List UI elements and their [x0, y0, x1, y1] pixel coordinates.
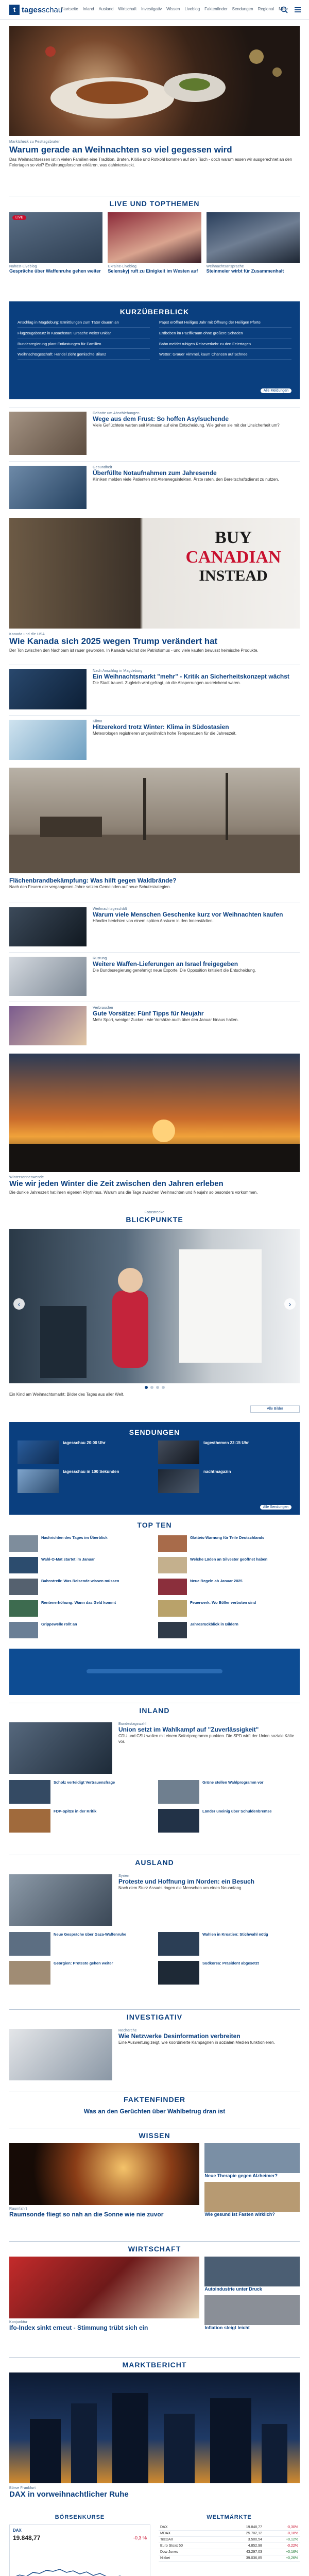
news-kicker: Verbraucher	[93, 1006, 114, 1010]
wirtschaft-side	[204, 2257, 300, 2332]
inland-item-thumb	[158, 1809, 199, 1833]
news-teaser: Viele Geflüchtete warten seit Monaten auf eine Entscheidung. Wie gehen sie mit der Unsicherheit um?	[93, 423, 280, 428]
fire-image[interactable]	[9, 768, 300, 873]
market-row[interactable]	[159, 2543, 300, 2549]
section-title-markt: MARKTBERICHT	[122, 2361, 187, 2369]
market-row[interactable]	[159, 2537, 300, 2543]
sendungen-more-button[interactable]: Alle Sendungen	[260, 1505, 291, 1510]
wirtschaft-grid	[9, 2257, 300, 2332]
markets-table	[159, 2524, 300, 2562]
sunset-title[interactable]: Wie wir jeden Winter die Zeit zwischen den Jahren erleben	[9, 1179, 224, 1188]
sign-line: BUY	[215, 528, 252, 547]
news-row[interactable]	[9, 715, 300, 764]
wirtschaft-item-image	[204, 2295, 300, 2325]
market-change: -0,22%	[264, 2543, 300, 2549]
brief-list	[18, 320, 291, 360]
blick-next-button[interactable]: ›	[284, 1298, 296, 1310]
blick-kicker: Fotostrecke	[144, 1211, 165, 1214]
topten-thumb	[158, 1535, 187, 1552]
topten-item[interactable]	[158, 1579, 300, 1596]
carousel-dot[interactable]	[156, 1386, 159, 1389]
sendungen-grid	[18, 1440, 291, 1493]
topten-item[interactable]	[158, 1600, 300, 1618]
wirtschaft-lead-title: Ifo-Index sinkt erneut - Stimmung trübt sich ein	[9, 2324, 148, 2331]
topten-title: Wahl-O-Mat startet im Januar	[41, 1557, 95, 1562]
news-thumb	[9, 669, 87, 709]
nav-item[interactable]: Inland	[82, 7, 94, 11]
topten-title: Feuerwerk: Wo Böller verboten sind	[190, 1600, 256, 1605]
market-name: TecDAX	[159, 2537, 219, 2543]
topten-title: Neue Regeln ab Januar 2025	[190, 1579, 243, 1583]
news-row[interactable]	[9, 665, 300, 714]
topten-thumb	[9, 1600, 38, 1617]
topten-thumb	[9, 1622, 38, 1638]
wissen-grid	[9, 2143, 300, 2218]
news-kicker: Gesundheit	[93, 466, 112, 469]
ausland-small-list	[9, 1932, 300, 1986]
topten-thumb	[9, 1557, 38, 1573]
topten-title: Bahnstreik: Was Reisende wissen müssen	[41, 1579, 119, 1583]
market-change: +0,16%	[264, 2549, 300, 2555]
wissen-lead-kicker: Raumfahrt	[9, 2207, 27, 2211]
search-icon[interactable]	[280, 6, 288, 14]
nav-item[interactable]: Startseite	[61, 7, 78, 11]
topten-thumb	[158, 1557, 187, 1573]
investigativ-kicker: Recherche	[118, 2029, 137, 2032]
inland-lead-title: Union setzt im Wahlkampf auf "Zuverlässigkeit"	[118, 1726, 259, 1733]
wissen-item[interactable]	[204, 2143, 300, 2179]
dax-value: 19.848,77	[13, 2534, 41, 2541]
top-card-title: Steinmeier wirbt für Zusammenhalt	[206, 268, 284, 274]
topten-thumb	[158, 1600, 187, 1617]
sunset-teaser: Die dunkle Jahreszeit hat ihren eigenen Rhythmus. Warum uns die Tage zwischen Weihnachten und Neujahr so besonders vorkommen.	[9, 1190, 258, 1195]
ausland-lead-teaser: Nach dem Sturz Assads ringen die Menschen um einen Neuanfang.	[118, 1886, 243, 1890]
brief-box	[9, 301, 300, 399]
market-value: 4.852,98	[219, 2543, 264, 2549]
section-title-top: LIVE UND TOPTHEMEN	[109, 199, 200, 208]
feature-sign	[179, 528, 287, 585]
boerse-widget	[9, 2514, 150, 2576]
topten-thumb	[9, 1579, 38, 1595]
hero-kicker: Marktcheck zu Festtagsbraten	[9, 140, 61, 144]
top-card-kicker: Nahost-Liveblog	[9, 265, 37, 268]
sunset-kicker: Wintersonnenwende	[9, 1176, 44, 1179]
divider	[9, 2241, 300, 2242]
news-row[interactable]	[9, 461, 300, 513]
inland-item-title: Länder uneinig über Schuldenbremse	[202, 1809, 272, 1814]
nav-item[interactable]: Investigativ	[141, 7, 162, 11]
blick-image-scene	[9, 1229, 300, 1383]
dax-sparkline	[13, 2547, 148, 2576]
news-kicker: Debatte um Abschiebungen	[93, 412, 140, 415]
news-title: Hitzerekord trotz Winter: Klima in Südostasien	[93, 723, 229, 731]
wirtschaft-item-image	[204, 2257, 300, 2286]
topten-item[interactable]	[9, 1535, 151, 1553]
nav-item[interactable]: Regional	[258, 7, 274, 11]
top-card[interactable]	[207, 212, 300, 274]
news-teaser: Kliniken melden viele Patienten mit Atemwegsinfekten. Ärzte raten, den Bereitschaftsdienst zu nutzen.	[93, 477, 279, 482]
market-value: 43.297,03	[219, 2549, 264, 2555]
market-value: 39.036,85	[219, 2555, 264, 2562]
nav-item[interactable]: Faktenfinder	[204, 7, 228, 11]
topten-title: Jahresrückblick in Bildern	[190, 1622, 238, 1626]
hero-image[interactable]	[9, 26, 300, 136]
news-title: Warum viele Menschen Geschenke kurz vor Weihnachten kaufen	[93, 911, 283, 918]
news-thumb	[9, 907, 87, 946]
news-title: Gute Vorsätze: Fünf Tipps für Neujahr	[93, 1010, 204, 1017]
inland-item[interactable]	[9, 1780, 151, 1805]
section-title-inland: INLAND	[139, 1706, 170, 1715]
inland-item[interactable]	[9, 1809, 151, 1834]
hero-image-scene	[9, 26, 300, 136]
inland-lead[interactable]	[9, 1718, 300, 1775]
nav-item[interactable]: Wissen	[166, 7, 180, 11]
inland-item-thumb	[9, 1809, 50, 1833]
news-kicker: Nach Anschlag in Magdeburg	[93, 669, 143, 673]
market-change: +0,12%	[264, 2537, 300, 2543]
market-change: -0,18%	[264, 2531, 300, 2537]
market-row[interactable]	[159, 2549, 300, 2555]
welt-title: WELTMÄRKTE	[207, 2514, 252, 2520]
top-card-kicker: Weihnachtsansprache	[206, 265, 244, 268]
brief-item[interactable]: Anschlag in Magdeburg: Ermittlungen zum Täter dauern an	[18, 320, 150, 328]
sunset-image[interactable]	[9, 1054, 300, 1172]
section-title-wirtschaft: WIRTSCHAFT	[128, 2245, 181, 2253]
markt-kicker: Börse Frankfurt	[9, 2486, 36, 2490]
news-teaser: Mehr Sport, weniger Zucker - wie Vorsätze auch über den Januar hinaus halten.	[93, 1018, 239, 1022]
blick-more-button[interactable]: Alle Bilder	[250, 1405, 300, 1413]
sendung-item[interactable]	[158, 1469, 291, 1493]
inland-lead-teaser: CDU und CSU wollen mit einem Sofortprogramm punkten. Die SPD wirft der Union soziale Kälte vor.	[118, 1734, 295, 1744]
site-logo[interactable]	[9, 5, 62, 15]
site-header	[0, 0, 309, 20]
investigativ-title: Wie Netzwerke Desinformation verbreiten	[118, 2032, 241, 2040]
news-teaser: Die Bundesregierung genehmigt neue Exporte. Die Opposition kritisiert die Entscheidung.	[93, 968, 256, 973]
carousel-dot[interactable]	[150, 1386, 153, 1389]
wissen-side	[204, 2143, 300, 2218]
sendung-thumb	[18, 1469, 59, 1493]
dax-box[interactable]	[9, 2524, 150, 2576]
section-title-wissen: WISSEN	[139, 2131, 170, 2140]
brief-more-button[interactable]: Alle Meldungen	[261, 388, 291, 393]
topten-title: Rentenerhöhung: Wann das Geld kommt	[41, 1600, 116, 1605]
sunset-image-scene	[9, 1054, 300, 1172]
nav-item[interactable]: Sendungen	[232, 7, 253, 11]
top-card-image	[108, 212, 201, 263]
market-row[interactable]	[159, 2531, 300, 2537]
sendung-item[interactable]	[18, 1469, 151, 1493]
inland-lead-kicker: Bundestagswahl	[118, 1722, 147, 1726]
dax-label: DAX	[13, 2528, 22, 2533]
wirtschaft-lead-kicker: Konjunktur	[9, 2320, 28, 2324]
topten-item[interactable]	[9, 1557, 151, 1574]
news-row[interactable]	[9, 407, 300, 459]
section-title-fakten: FAKTENFINDER	[123, 2095, 186, 2104]
sendung-thumb	[158, 1469, 199, 1493]
topten-title: Glatteis-Warnung für Teile Deutschlands	[190, 1535, 265, 1540]
topten-item[interactable]	[9, 1622, 151, 1639]
topten-title: Nachrichten des Tages im Überblick	[41, 1535, 108, 1540]
sendung-title: tagesthemen 22:15 Uhr	[203, 1440, 249, 1445]
wissen-item-title: Neue Therapie gegen Alzheimer?	[204, 2173, 278, 2178]
fire-image-scene	[9, 768, 300, 873]
market-name: MDAX	[159, 2531, 219, 2537]
wirtschaft-item[interactable]	[204, 2257, 300, 2292]
section-title-blick: BLICKPUNKTE	[126, 1215, 183, 1224]
blick-image[interactable]	[9, 1229, 300, 1383]
brief-item[interactable]: Bahn meldet ruhigen Reiseverkehr zu den Feiertagen	[159, 342, 291, 349]
section-title-topten: TOP TEN	[137, 1521, 172, 1529]
news-kicker: Klima	[93, 720, 102, 723]
top-card[interactable]	[9, 212, 102, 274]
markt-headline[interactable]: DAX in vorweihnachtlicher Ruhe	[9, 2490, 129, 2499]
brief-item[interactable]: Papst eröffnet Heiliges Jahr mit Öffnung der Heiligen Pforte	[159, 320, 291, 328]
live-badge: LIVE	[12, 215, 26, 220]
news-thumb	[9, 957, 87, 996]
news-title: Überfüllte Notaufnahmen zum Jahresende	[93, 469, 217, 477]
brief-item[interactable]: Erdbeben im Pazifikraum ohne größere Schäden	[159, 331, 291, 338]
topten-item[interactable]	[9, 1579, 151, 1596]
market-row[interactable]	[159, 2524, 300, 2531]
section-title-brief: KURZÜBERBLICK	[119, 308, 190, 316]
ausland-item[interactable]	[158, 1961, 300, 1986]
inland-item-title: FDP-Spitze in der Kritik	[54, 1809, 97, 1814]
market-name: Nikkei	[159, 2555, 219, 2562]
topten-thumb	[9, 1535, 38, 1552]
sendung-thumb	[18, 1440, 59, 1464]
brief-item[interactable]: Flugzeugabsturz in Kasachstan: Ursache weiter unklar	[18, 331, 150, 338]
top-grid	[9, 212, 300, 274]
news-thumb	[9, 412, 87, 455]
topten-item[interactable]	[158, 1622, 300, 1639]
nav-item[interactable]: Liveblog	[184, 7, 200, 11]
top-card-title: Gespräche über Waffenruhe gehen weiter	[9, 268, 101, 274]
ausland-item-thumb	[9, 1932, 50, 1956]
ausland-item-title: Südkorea: Präsident abgesetzt	[202, 1961, 259, 1965]
wirtschaft-lead-image	[9, 2257, 199, 2318]
brief-item[interactable]: Bundesregierung plant Entlastungen für Familien	[18, 342, 150, 349]
sign-line: CANADIAN	[185, 548, 281, 567]
markt-image-scene	[9, 2372, 300, 2483]
topten-item[interactable]	[158, 1557, 300, 1574]
inland-item[interactable]	[158, 1780, 300, 1805]
main-nav	[61, 7, 288, 11]
news-title: Ein Weihnachtsmarkt "mehr" - Kritik an Sicherheitskonzept wächst	[93, 673, 289, 680]
ausland-lead-thumb	[9, 1874, 112, 1926]
ausland-item[interactable]	[158, 1932, 300, 1957]
inland-item-title: Scholz verteidigt Vertrauensfrage	[54, 1780, 115, 1785]
sendung-thumb	[158, 1440, 199, 1464]
welt-widget	[159, 2514, 300, 2562]
nav-item[interactable]: Mehr	[279, 7, 288, 11]
sign-line: INSTEAD	[199, 567, 268, 584]
market-change: -0,30%	[264, 2524, 300, 2531]
market-value: 19.848,77	[219, 2524, 264, 2531]
brief-item[interactable]: Weihnachtsgeschäft: Handel zieht gemischte Bilanz	[18, 352, 150, 360]
menu-icon[interactable]	[294, 6, 302, 14]
carousel-dot[interactable]	[162, 1386, 165, 1389]
wirtschaft-item[interactable]	[204, 2295, 300, 2331]
inland-item-thumb	[9, 1780, 50, 1804]
market-name: DAX	[159, 2524, 219, 2531]
news-thumb	[9, 720, 87, 760]
investigativ-lead[interactable]	[9, 2025, 300, 2081]
header-tools	[280, 6, 302, 14]
market-row[interactable]	[159, 2555, 300, 2562]
news-row[interactable]	[9, 903, 300, 950]
news-row[interactable]	[9, 1002, 300, 1049]
inland-small-list	[9, 1780, 300, 1834]
promo-strip-bar	[87, 1669, 222, 1673]
brief-item[interactable]: Wetter: Grauer Himmel, kaum Chancen auf Schnee	[159, 352, 291, 360]
inland-lead-thumb	[9, 1722, 112, 1774]
feature-teaser: Der Ton zwischen den Nachbarn ist rauer geworden. In Kanada wächst der Patriotismus - und viele kaufen bewusst heimische Produkte.	[9, 648, 259, 653]
top-card-image	[207, 212, 300, 263]
wissen-lead-title: Raumsonde fliegt so nah an die Sonne wie nie zuvor	[9, 2211, 164, 2218]
top-card-title: Selenskyj ruft zu Einigkeit im Westen auf	[108, 268, 198, 274]
ausland-item-title: Wahlen in Kroatien: Stichwahl nötig	[202, 1932, 268, 1937]
wissen-item-image	[204, 2182, 300, 2212]
topten-item[interactable]	[9, 1600, 151, 1618]
wissen-lead-image	[9, 2143, 199, 2205]
section-title-sendungen: SENDUNGEN	[129, 1428, 180, 1436]
fire-teaser: Nach den Feuern der vergangenen Jahre setzen Gemeinden auf neue Schutzstrategien.	[9, 885, 171, 889]
logo-wordmark: tagesschau	[22, 5, 63, 14]
markt-image[interactable]	[9, 2372, 300, 2483]
news-title: Weitere Waffen-Lieferungen an Israel freigegeben	[93, 960, 238, 968]
topten-thumb	[158, 1579, 187, 1595]
feature-kicker: Kanada und die USA	[9, 633, 45, 636]
topten-item[interactable]	[158, 1535, 300, 1553]
inland-item[interactable]	[158, 1809, 300, 1834]
top-card-image	[9, 212, 102, 263]
topten-title: Grippewelle rollt an	[41, 1622, 77, 1626]
ausland-item[interactable]	[9, 1932, 151, 1957]
news-kicker: Weihnachtsgeschäft	[93, 907, 127, 911]
nav-item[interactable]: Ausland	[98, 7, 114, 11]
news-teaser: Die Stadt trauert. Zugleich wird gefragt, ob die Absperrungen ausreichend waren.	[93, 681, 241, 685]
blick-prev-button[interactable]: ‹	[13, 1298, 25, 1310]
sendung-item[interactable]	[18, 1440, 151, 1464]
top-card-kicker: Ukraine-Liveblog	[108, 265, 137, 268]
hero-teaser: Das Weihnachtsessen ist in vielen Familien eine Tradition. Braten, Klöße und Rotkohl kommen auf den Tisch - doch warum essen wir ausgerechnet an den Feiertagen so viel? Ernährungsforscher erklären, was dahintersteckt.	[9, 157, 293, 168]
market-widgets	[9, 2514, 300, 2576]
blick-dots	[0, 1386, 309, 1389]
wirtschaft-item-title: Autoindustrie unter Druck	[204, 2286, 262, 2292]
news-title: Wege aus dem Frust: So hoffen Asylsuchende	[93, 415, 229, 422]
nav-item[interactable]: Wirtschaft	[118, 7, 137, 11]
news-row[interactable]	[9, 952, 300, 999]
divider	[9, 2009, 300, 2010]
ausland-lead-kicker: Syrien	[118, 1874, 130, 1878]
wirtschaft-lead[interactable]	[9, 2257, 199, 2332]
ausland-lead-title: Proteste und Hoffnung im Norden: ein Besuch	[118, 1878, 255, 1885]
sendungen-box	[9, 1422, 300, 1515]
market-name: Euro Stoxx 50	[159, 2543, 219, 2549]
ausland-item-thumb	[158, 1932, 199, 1956]
topten-title: Welche Läden an Silvester geöffnet haben	[190, 1557, 268, 1562]
inland-item-title: Grüne stellen Wahlprogramm vor	[202, 1780, 264, 1785]
news-thumb	[9, 466, 87, 509]
topten-list	[9, 1535, 300, 1639]
market-name: Dow Jones	[159, 2549, 219, 2555]
sendung-title: tagesschau in 100 Sekunden	[63, 1469, 119, 1474]
divider	[9, 2357, 300, 2358]
blick-caption: Ein Kind am Weihnachtsmarkt: Bilder des Tages aus aller Welt.	[9, 1392, 125, 1397]
market-value: 3.500,54	[219, 2537, 264, 2543]
section-title-investigativ: INVESTIGATIV	[126, 2013, 183, 2021]
investigativ-teaser: Eine Auswertung zeigt, wie koordinierte Kampagnen in sozialen Medien funktionieren.	[118, 2040, 275, 2045]
wirtschaft-item-title: Inflation steigt leicht	[204, 2325, 250, 2331]
ausland-lead[interactable]	[9, 1870, 300, 1927]
wissen-item-title: Wie gesund ist Fasten wirklich?	[204, 2212, 275, 2217]
feature-title[interactable]: Wie Kanada sich 2025 wegen Trump verändert hat	[9, 636, 218, 646]
fakten-title[interactable]: Was an den Gerüchten über Wahlbetrug dran ist	[83, 2108, 226, 2115]
top-card[interactable]	[108, 212, 201, 274]
inland-item-thumb	[158, 1780, 199, 1804]
wissen-item[interactable]	[204, 2182, 300, 2217]
feature-image[interactable]	[9, 518, 300, 629]
ausland-item-thumb	[158, 1961, 199, 1985]
boerse-title: BÖRSENKURSE	[55, 2514, 105, 2520]
promo-strip[interactable]	[9, 1649, 300, 1695]
investigativ-thumb	[9, 2029, 112, 2080]
section-title-ausland: AUSLAND	[135, 1858, 174, 1867]
topten-thumb	[158, 1622, 187, 1638]
fire-title[interactable]: Flächenbrandbekämpfung: Was hilft gegen Waldbrände?	[9, 877, 177, 884]
market-change: +0,26%	[264, 2555, 300, 2562]
logo-mark: t	[9, 5, 20, 15]
ausland-item-title: Georgien: Proteste gehen weiter	[54, 1961, 113, 1965]
news-kicker: Rüstung	[93, 957, 107, 960]
news-teaser: Meteorologen registrieren ungewöhnlich hohe Temperaturen für die Jahreszeit.	[93, 731, 237, 736]
hero-title[interactable]: Warum gerade an Weihnachten so viel gegessen wird	[9, 145, 232, 155]
dax-change: -0,3 %	[133, 2535, 147, 2540]
ausland-item-thumb	[9, 1961, 50, 1985]
ausland-item[interactable]	[9, 1961, 151, 1986]
sendung-title: tagesschau 20:00 Uhr	[63, 1440, 106, 1445]
wissen-lead[interactable]	[9, 2143, 199, 2218]
ausland-item-title: Neue Gespräche über Gaza-Waffenruhe	[54, 1932, 127, 1937]
wissen-item-image	[204, 2143, 300, 2173]
sendung-item[interactable]	[158, 1440, 291, 1464]
sendung-title: nachtmagazin	[203, 1469, 231, 1474]
news-teaser: Händler berichten von einem späten Ansturm in den Innenstädten.	[93, 919, 214, 923]
carousel-dot[interactable]	[145, 1386, 148, 1389]
news-thumb	[9, 1006, 87, 1045]
market-value: 25.702,12	[219, 2531, 264, 2537]
